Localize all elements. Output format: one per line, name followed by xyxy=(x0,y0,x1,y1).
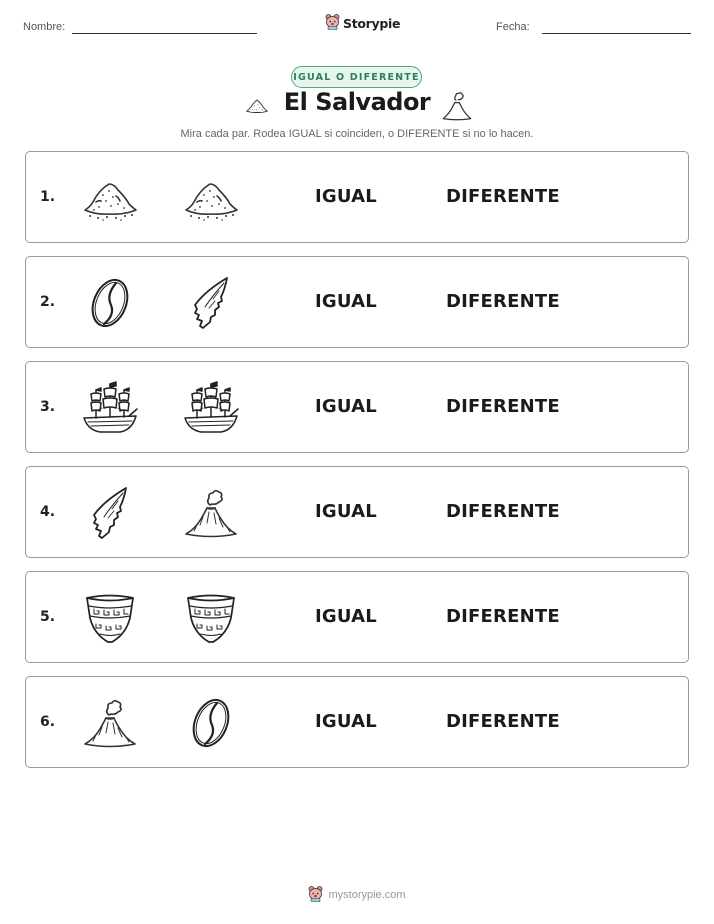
match-item-1 xyxy=(25,151,689,243)
same-option[interactable]: IGUAL xyxy=(315,186,377,207)
match-item-3 xyxy=(25,361,689,453)
brand-name: Storypie xyxy=(343,16,401,31)
item-number: 1. xyxy=(40,189,56,205)
different-option[interactable]: DIFERENTE xyxy=(446,606,560,627)
different-option[interactable]: DIFERENTE xyxy=(446,396,560,417)
item-number: 2. xyxy=(40,294,56,310)
different-option[interactable]: DIFERENTE xyxy=(446,291,560,312)
footer xyxy=(0,885,714,905)
match-item-2 xyxy=(25,256,689,348)
worksheet-type-badge: IGUAL O DIFERENTE xyxy=(291,66,422,88)
pottery-icon xyxy=(82,590,138,646)
storypie-logo-icon xyxy=(308,885,323,905)
same-option[interactable]: IGUAL xyxy=(315,291,377,312)
storypie-logo-icon xyxy=(325,13,340,34)
pottery-icon xyxy=(183,590,239,646)
volcano-icon xyxy=(183,485,239,541)
different-option[interactable]: DIFERENTE xyxy=(446,186,560,207)
volcano-icon xyxy=(82,695,138,751)
coffee-bean-icon xyxy=(183,695,239,751)
sand-pile-icon xyxy=(183,170,239,226)
match-item-4 xyxy=(25,466,689,558)
match-item-5 xyxy=(25,571,689,663)
same-option[interactable]: IGUAL xyxy=(315,396,377,417)
sailing-ship-icon xyxy=(183,380,239,436)
same-option[interactable]: IGUAL xyxy=(315,501,377,522)
different-option[interactable]: DIFERENTE xyxy=(446,501,560,522)
brand-logo xyxy=(325,13,400,34)
coffee-bean-icon xyxy=(82,275,138,331)
instructions: Mira cada par. Rodea IGUAL si coinciden, o DIFERENTE si no lo hacen. xyxy=(180,128,534,140)
date-field[interactable] xyxy=(542,33,691,34)
match-item-6 xyxy=(25,676,689,768)
title-volcano-icon xyxy=(441,90,473,126)
footer-site-link[interactable]: mystorypie.com xyxy=(328,889,406,901)
name-field[interactable] xyxy=(72,33,257,34)
item-number: 6. xyxy=(40,714,56,730)
item-number: 5. xyxy=(40,609,56,625)
sailing-ship-icon xyxy=(82,380,138,436)
item-number: 4. xyxy=(40,504,56,520)
same-option[interactable]: IGUAL xyxy=(315,606,377,627)
sand-pile-icon xyxy=(82,170,138,226)
arrowhead-icon xyxy=(183,275,239,331)
same-option[interactable]: IGUAL xyxy=(315,711,377,732)
different-option[interactable]: DIFERENTE xyxy=(446,711,560,732)
arrowhead-icon xyxy=(82,485,138,541)
page-title: El Salvador xyxy=(283,88,431,116)
name-label: Nombre: xyxy=(23,21,66,33)
item-number: 3. xyxy=(40,399,56,415)
date-label: Fecha: xyxy=(496,21,530,33)
